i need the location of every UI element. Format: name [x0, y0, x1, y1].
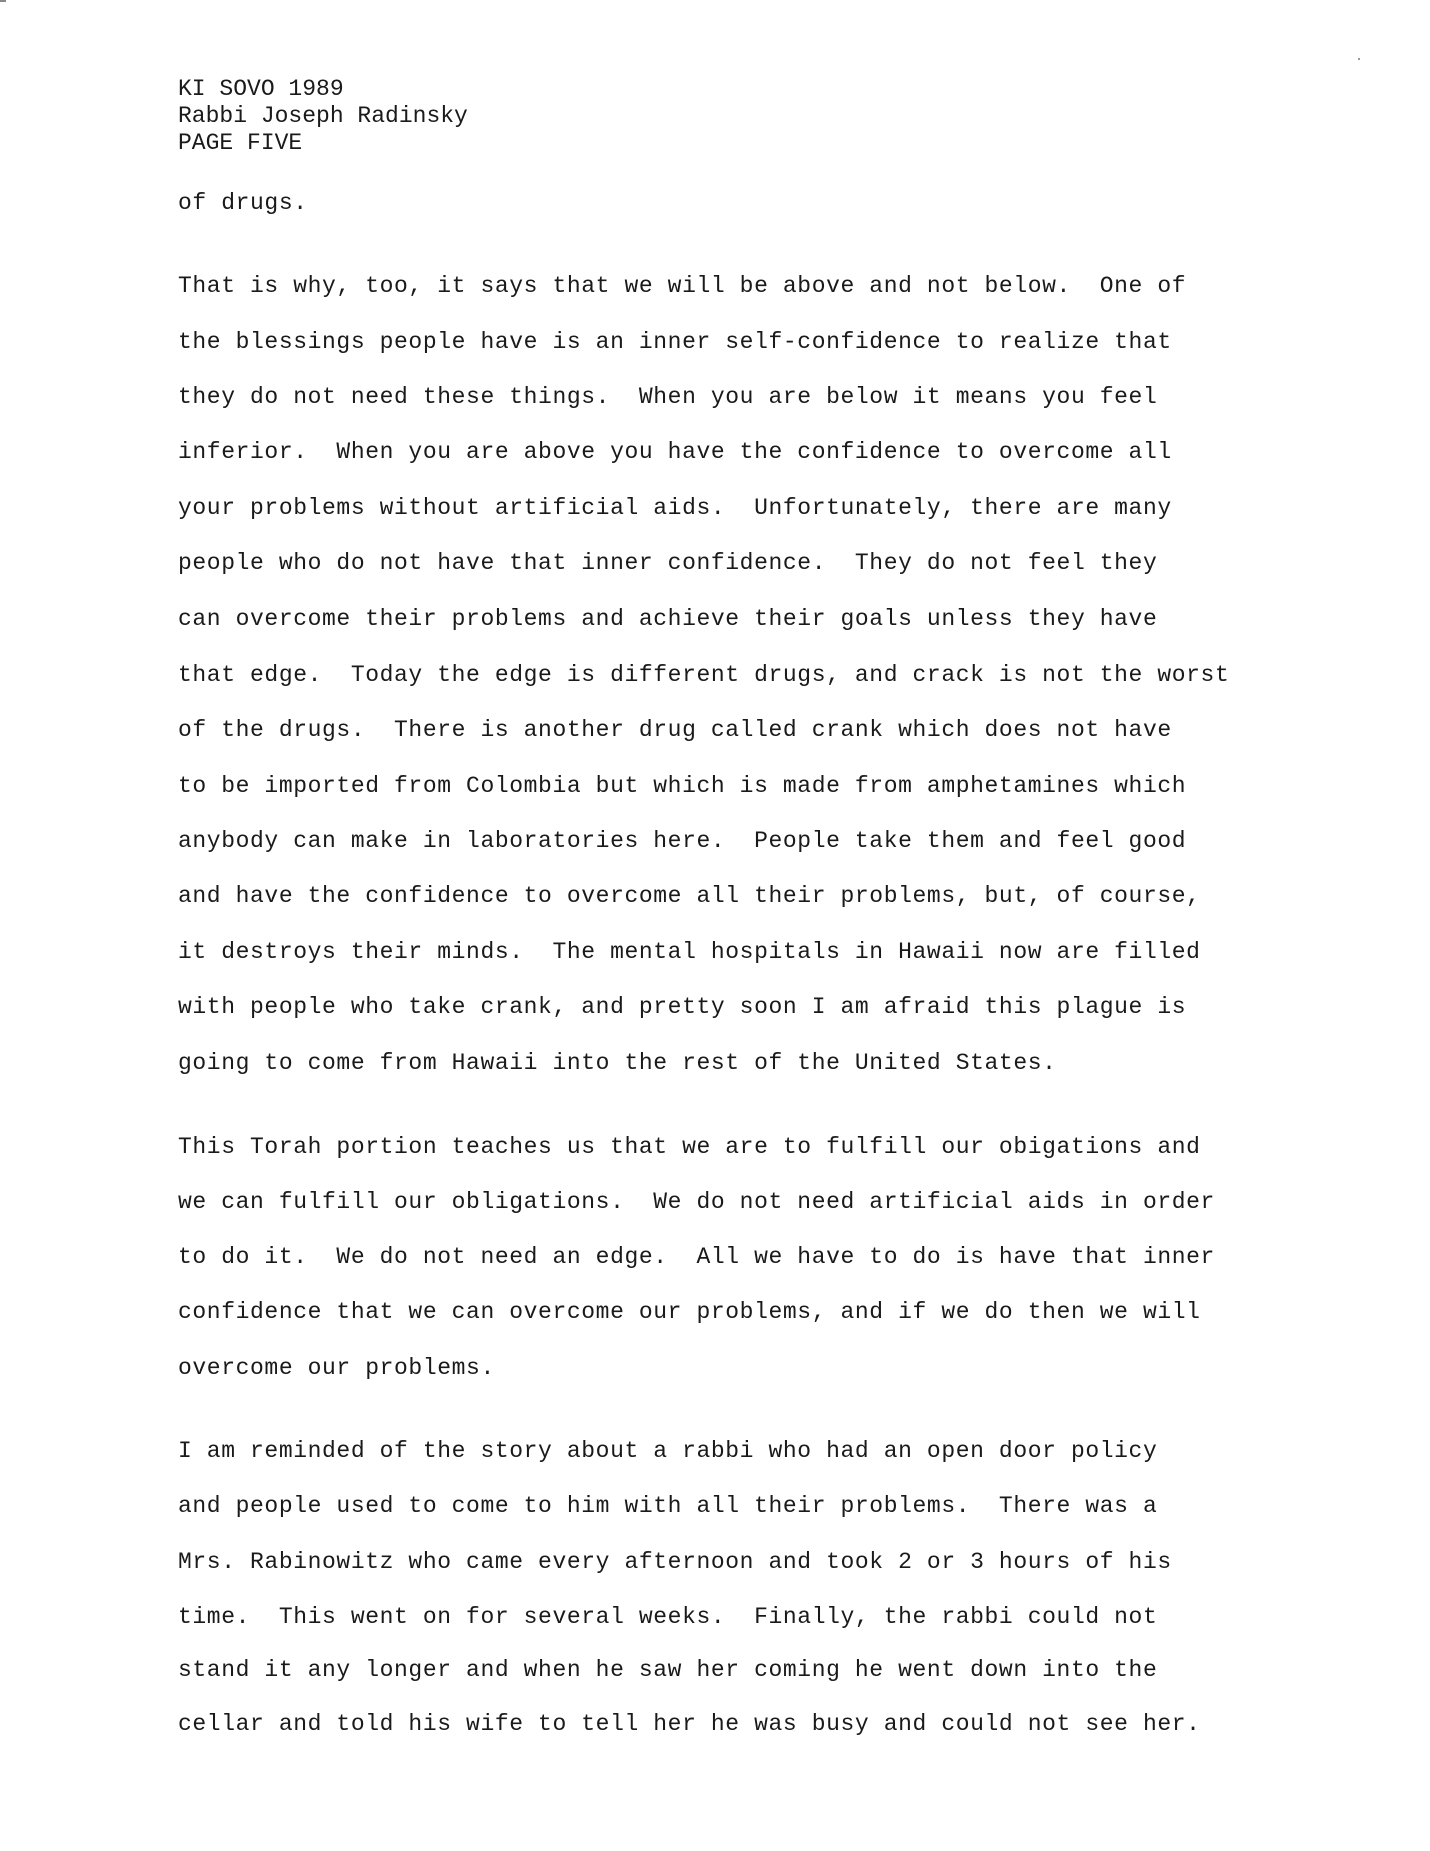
- body-line: to be imported from Colombia but which is made from amphetamines which: [178, 773, 1187, 799]
- body-line: confidence that we can overcome our problems, and if we do then we will: [178, 1299, 1201, 1325]
- scan-speck: [1358, 58, 1360, 60]
- body-line: it destroys their minds. The mental hospitals in Hawaii now are filled: [178, 939, 1201, 965]
- page-label: PAGE FIVE: [178, 130, 303, 156]
- body-line: they do not need these things. When you are below it means you feel: [178, 384, 1158, 410]
- body-line: time. This went on for several weeks. Finally, the rabbi could not: [178, 1604, 1158, 1630]
- body-line: anybody can make in laboratories here. People take them and feel good: [178, 828, 1187, 854]
- body-line: That is why, too, it says that we will be above and not below. One of: [178, 273, 1187, 299]
- body-line: we can fulfill our obligations. We do not need artificial aids in order: [178, 1189, 1215, 1215]
- body-line: I am reminded of the story about a rabbi who had an open door policy: [178, 1438, 1158, 1464]
- body-line: that edge. Today the edge is different drugs, and crack is not the worst: [178, 662, 1230, 688]
- body-line: with people who take crank, and pretty soon I am afraid this plague is: [178, 994, 1187, 1020]
- body-line: overcome our problems.: [178, 1355, 495, 1381]
- body-line: inferior. When you are above you have the confidence to overcome all: [178, 439, 1172, 465]
- body-line: of the drugs. There is another drug called crank which does not have: [178, 717, 1172, 743]
- body-line: of drugs.: [178, 190, 308, 216]
- document-author: Rabbi Joseph Radinsky: [178, 103, 468, 129]
- body-line: and have the confidence to overcome all their problems, but, of course,: [178, 883, 1201, 909]
- body-line: and people used to come to him with all their problems. There was a: [178, 1493, 1158, 1519]
- body-line: stand it any longer and when he saw her coming he went down into the: [178, 1657, 1158, 1683]
- document-title: KI SOVO 1989: [178, 76, 344, 102]
- document-header: [178, 76, 468, 157]
- body-line: your problems without artificial aids. Unfortunately, there are many: [178, 495, 1172, 521]
- body-line: cellar and told his wife to tell her he was busy and could not see her.: [178, 1711, 1201, 1737]
- body-line: This Torah portion teaches us that we are to fulfill our obigations and: [178, 1134, 1201, 1160]
- body-line: can overcome their problems and achieve their goals unless they have: [178, 606, 1158, 632]
- body-line: to do it. We do not need an edge. All we have to do is have that inner: [178, 1244, 1215, 1270]
- body-line: going to come from Hawaii into the rest of the United States.: [178, 1050, 1057, 1076]
- body-line: Mrs. Rabinowitz who came every afternoon and took 2 or 3 hours of his: [178, 1549, 1172, 1575]
- scan-mark: [0, 0, 6, 2]
- body-line: the blessings people have is an inner self-confidence to realize that: [178, 329, 1172, 355]
- body-line: people who do not have that inner confidence. They do not feel they: [178, 550, 1158, 576]
